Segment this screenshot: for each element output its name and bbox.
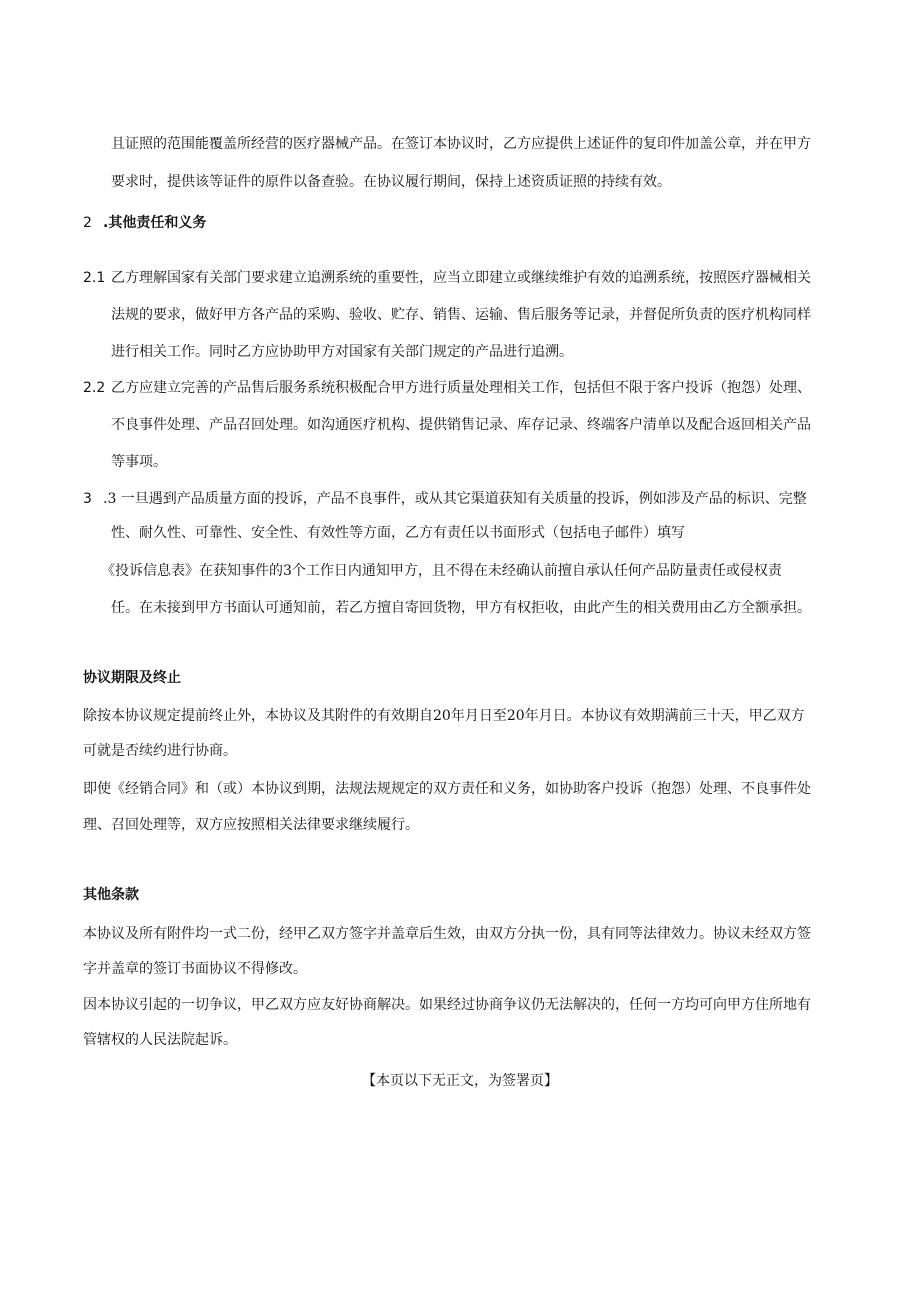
term-p1-line-2: 可就是否续约进行协商。 bbox=[83, 743, 237, 759]
other-p1-line-2: 字并盖章的签订书面协议不得修改。 bbox=[83, 961, 307, 977]
term-title: 协议期限及终止 bbox=[83, 670, 181, 686]
other-title: 其他条款 bbox=[83, 887, 139, 903]
term-p2-line-2: 理、召回处理等，双方应按照相关法律要求继续履行。 bbox=[83, 817, 419, 833]
other-p2-line-2: 管辖权的人民法院起诉。 bbox=[83, 1032, 237, 1048]
section2-title: .其他责任和义务 bbox=[103, 215, 207, 231]
section1-line-1: 且证照的范围能覆盖所经营的医疗器械产品。在签订本协议时，乙方应提供上述证件的复印件加盖公章，并在甲方 bbox=[111, 136, 811, 152]
other-p2-line-1: 因本协议引起的一切争议，甲乙双方应友好协商解决。如果经过协商争议仍无法解决的，任何一方均可向甲方住所地有 bbox=[83, 997, 811, 1013]
item-2-2-line-2: 不良事件处理、产品召回处理。如沟通医疗机构、提供销售记录、库存记录、终端客户清单以及配合返回相关产品 bbox=[111, 417, 811, 433]
item-2-1-line-1: 乙方理解国家有关部门要求建立追溯系统的重要性，应当立即建立或继续维护有效的追溯系统，按照医疗器械相关 bbox=[111, 270, 811, 286]
item-2-3-line-4: 任。在未接到甲方书面认可通知前，若乙方擅自寄回货物，甲方有权拒收，由此产生的相关费用由乙方全额承担。 bbox=[111, 600, 811, 616]
item-2-1-line-3: 进行相关工作。同时乙方应协助甲方对国家有关部门规定的产品进行追溯。 bbox=[111, 344, 573, 360]
term-p1-line-1: 除按本协议规定提前终止外，本协议及其附件的有效期自20年月日至20年月日。本协议有效期满前三十天，甲乙双方 bbox=[83, 708, 805, 724]
item-2-2-number: 2.2 bbox=[83, 380, 106, 396]
item-2-3-line-2: 性、耐久性、可靠性、安全性、有效性等方面，乙方有责任以书面形式（包括电子邮件）填写 bbox=[111, 525, 685, 541]
item-2-3-line-3: 《投诉信息表》在获知事件的3个工作日内通知甲方，且不得在未经确认前擅自承认任何产品防量责任或侵权责 bbox=[101, 563, 782, 579]
item-2-2-line-1: 乙方应建立完善的产品售后服务系统积极配合甲方进行质量处理相关工作，包括但不限于客户投诉（抱怨）处理、 bbox=[111, 380, 811, 396]
item-2-3-number: 3 bbox=[83, 491, 92, 507]
item-2-3-line-1: .3 一旦遇到产品质量方面的投诉，产品不良事件，或从其它渠道获知有关质量的投诉，例如涉及产品的标识、完整 bbox=[103, 491, 807, 507]
footer-note: 【本页以下无正文，为签署页】 bbox=[362, 1073, 558, 1089]
section2-number: 2 bbox=[83, 215, 92, 231]
item-2-2-line-3: 等事项。 bbox=[111, 454, 167, 470]
section1-line-2: 要求时，提供该等证件的原件以备查验。在协议履行期间，保持上述资质证照的持续有效。 bbox=[111, 174, 671, 190]
item-2-1-line-2: 法规的要求，做好甲方各产品的采购、验收、贮存、销售、运输、售后服务等记录，并督促所负责的医疗机构同样 bbox=[111, 307, 811, 323]
other-p1-line-1: 本协议及所有附件均一式二份，经甲乙双方签字并盖章后生效，由双方分执一份，具有同等法律效力。协议未经双方签 bbox=[83, 926, 811, 942]
item-2-1-number: 2.1 bbox=[83, 270, 106, 286]
term-p2-line-1: 即使《经销合同》和（或）本协议到期，法规法规规定的双方责任和义务，如协助客户投诉（抱怨）处理、不良事件处 bbox=[83, 781, 811, 797]
